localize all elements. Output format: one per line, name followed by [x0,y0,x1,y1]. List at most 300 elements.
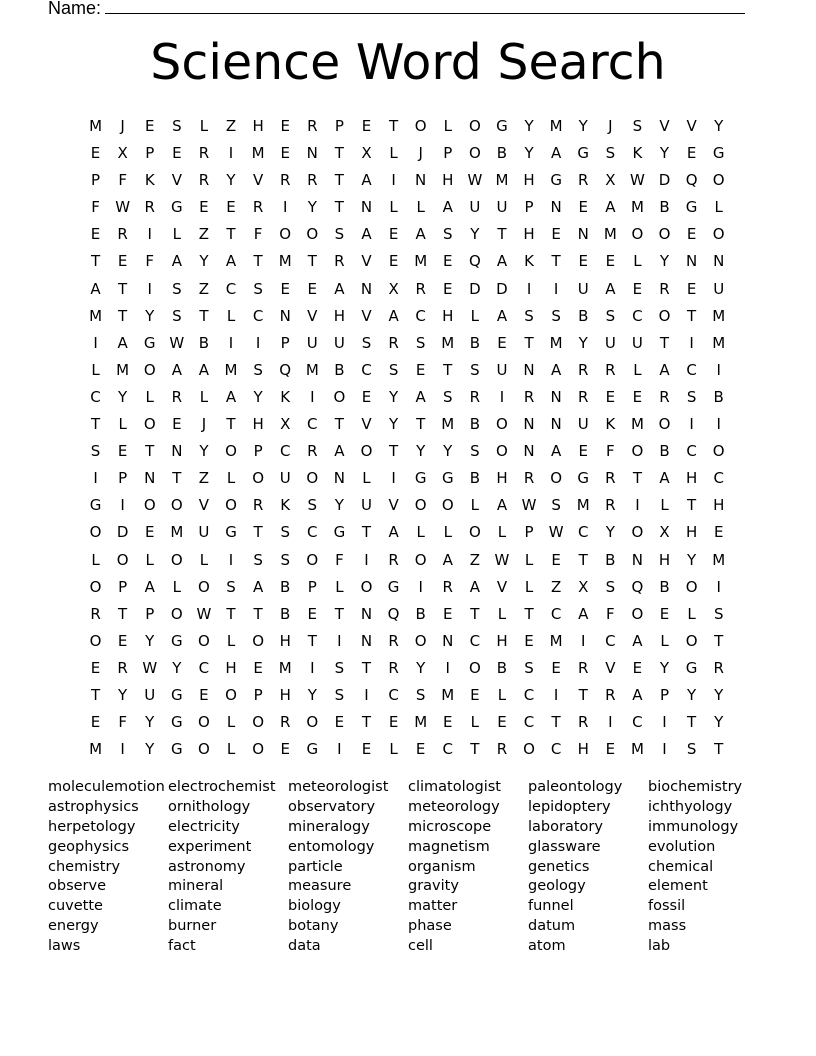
grid-letter[interactable]: G [225,523,237,542]
grid-letter[interactable]: B [605,550,616,569]
grid-letter[interactable]: L [660,496,669,515]
grid-letter[interactable]: G [685,198,698,217]
grid-letter[interactable]: S [280,523,290,542]
grid-letter[interactable]: A [496,496,508,515]
grid-letter[interactable]: O [198,740,210,759]
grid-letter[interactable]: S [605,577,616,596]
grid-letter[interactable]: E [253,658,263,677]
grid-letter[interactable]: E [307,604,318,623]
grid-letter[interactable]: M [549,117,563,135]
grid-letter[interactable]: S [443,387,453,406]
grid-letter[interactable]: R [307,117,318,135]
grid-letter[interactable]: A [252,577,264,596]
grid-letter[interactable]: R [605,360,616,379]
grid-letter[interactable]: Y [388,415,399,434]
grid-letter[interactable]: Q [387,604,400,623]
grid-letter[interactable]: N [550,415,562,434]
grid-letter[interactable]: L [443,523,452,542]
grid-letter[interactable]: U [198,523,210,542]
grid-letter[interactable]: O [414,631,427,650]
grid-letter[interactable]: Y [578,117,588,135]
grid-letter[interactable]: O [279,225,292,244]
grid-letter[interactable]: T [443,360,453,379]
grid-letter[interactable]: F [145,252,155,271]
grid-letter[interactable]: E [361,387,372,406]
grid-letter[interactable]: I [716,415,721,434]
grid-letter[interactable]: T [578,685,588,704]
grid-letter[interactable]: B [578,306,589,325]
grid-letter[interactable]: A [171,360,182,379]
grid-letter[interactable]: N [360,631,373,650]
grid-letter[interactable]: I [716,577,721,596]
grid-letter[interactable]: V [659,117,670,135]
grid-letter[interactable]: W [196,604,212,623]
grid-letter[interactable]: I [120,740,125,759]
grid-letter[interactable]: L [660,631,669,650]
grid-letter[interactable]: I [662,740,667,759]
grid-letter[interactable]: C [632,306,643,325]
grid-letter[interactable]: H [252,415,264,434]
grid-letter[interactable]: P [145,144,155,163]
grid-letter[interactable]: I [93,469,98,488]
grid-letter[interactable]: S [361,333,372,352]
grid-letter[interactable]: O [523,740,535,759]
grid-letter[interactable]: A [578,604,589,623]
grid-letter[interactable]: O [712,225,725,244]
grid-letter[interactable]: M [305,360,319,379]
grid-letter[interactable]: G [496,117,508,135]
grid-letter[interactable]: C [632,713,643,732]
grid-letter[interactable]: A [605,198,616,217]
grid-letter[interactable]: M [712,550,726,569]
grid-letter[interactable]: O [306,469,319,488]
grid-letter[interactable]: L [633,252,642,271]
grid-letter[interactable]: N [415,171,427,190]
grid-letter[interactable]: F [335,550,344,569]
grid-letter[interactable]: J [201,415,207,434]
grid-letter[interactable]: N [631,550,644,569]
grid-letter[interactable]: W [494,550,510,569]
grid-letter[interactable]: U [306,333,318,352]
grid-letter[interactable]: G [441,469,454,488]
grid-letter[interactable]: C [523,713,535,732]
grid-letter[interactable]: Y [578,333,588,352]
grid-letter[interactable]: I [337,740,342,759]
grid-letter[interactable]: O [306,225,319,244]
grid-letter[interactable]: A [496,252,508,271]
grid-letter[interactable]: L [687,604,696,623]
grid-letter[interactable]: U [577,415,589,434]
grid-letter[interactable]: C [550,604,562,623]
grid-letter[interactable]: H [496,631,508,650]
grid-letter[interactable]: H [333,306,346,325]
grid-letter[interactable]: C [307,415,318,434]
grid-letter[interactable]: U [604,333,616,352]
grid-letter[interactable]: T [253,523,263,542]
grid-letter[interactable]: T [145,442,155,461]
grid-letter[interactable]: E [686,144,697,163]
grid-letter[interactable]: L [335,577,344,596]
grid-letter[interactable]: O [496,415,508,434]
grid-letter[interactable]: T [470,604,480,623]
grid-letter[interactable]: N [523,442,535,461]
grid-letter[interactable]: A [90,279,101,298]
grid-letter[interactable]: H [496,469,508,488]
grid-letter[interactable]: X [388,279,399,298]
grid-letter[interactable]: L [524,577,534,596]
grid-letter[interactable]: L [145,550,154,569]
grid-letter[interactable]: B [713,387,724,406]
grid-letter[interactable]: L [226,631,236,650]
grid-letter[interactable]: S [632,117,643,135]
grid-letter[interactable]: O [631,225,644,244]
grid-letter[interactable]: D [469,279,481,298]
grid-letter[interactable]: J [120,117,125,135]
grid-letter[interactable]: Y [118,387,128,406]
grid-letter[interactable]: B [659,577,670,596]
grid-letter[interactable]: C [605,631,616,650]
grid-letter[interactable]: M [549,333,563,352]
grid-letter[interactable]: L [389,740,398,759]
grid-letter[interactable]: C [307,523,318,542]
grid-letter[interactable]: U [496,360,508,379]
grid-letter[interactable]: T [118,604,128,623]
grid-letter[interactable]: C [279,442,291,461]
grid-letter[interactable]: N [550,198,562,217]
grid-letter[interactable]: P [118,469,128,488]
grid-letter[interactable]: S [172,117,182,135]
grid-letter[interactable]: T [90,252,101,271]
grid-letter[interactable]: O [143,360,156,379]
grid-letter[interactable]: Y [226,171,236,190]
grid-letter[interactable]: R [523,469,535,488]
grid-letter[interactable]: L [226,306,236,325]
grid-letter[interactable]: Q [279,360,292,379]
grid-letter[interactable]: I [581,631,586,650]
grid-letter[interactable]: N [442,631,454,650]
grid-letter[interactable]: H [713,496,725,515]
grid-letter[interactable]: S [470,360,480,379]
grid-letter[interactable]: Z [551,577,562,596]
grid-letter[interactable]: V [171,171,182,190]
grid-letter[interactable]: I [689,333,694,352]
grid-letter[interactable]: Y [714,685,724,704]
grid-letter[interactable]: C [686,442,697,461]
grid-letter[interactable]: Y [199,252,209,271]
grid-letter[interactable]: F [91,198,100,217]
grid-letter[interactable]: E [117,442,128,461]
grid-letter[interactable]: O [631,604,644,623]
grid-letter[interactable]: A [415,387,426,406]
grid-letter[interactable]: U [631,333,643,352]
grid-letter[interactable]: M [630,415,644,434]
grid-letter[interactable]: T [307,252,317,271]
grid-letter[interactable]: E [659,604,670,623]
grid-letter[interactable]: O [414,550,427,569]
grid-letter[interactable]: U [279,469,291,488]
grid-letter[interactable]: E [334,713,345,732]
grid-letter[interactable]: O [89,523,102,542]
grid-letter[interactable]: A [659,469,670,488]
grid-letter[interactable]: T [334,171,344,190]
grid-letter[interactable]: L [443,117,452,135]
grid-letter[interactable]: T [118,279,128,298]
grid-letter[interactable]: S [172,279,182,298]
grid-letter[interactable]: I [228,333,234,352]
grid-letter[interactable]: H [523,171,535,190]
grid-letter[interactable]: U [333,333,345,352]
grid-letter[interactable]: F [253,225,263,244]
grid-letter[interactable]: H [279,685,291,704]
grid-letter[interactable]: Y [145,740,155,759]
grid-letter[interactable]: M [576,496,590,515]
grid-letter[interactable]: S [605,306,616,325]
grid-letter[interactable]: C [198,658,210,677]
grid-letter[interactable]: U [469,198,481,217]
grid-letter[interactable]: O [225,685,237,704]
grid-letter[interactable]: H [442,171,454,190]
grid-letter[interactable]: O [712,442,725,461]
grid-letter[interactable]: T [334,415,344,434]
grid-letter[interactable]: O [252,740,265,759]
grid-letter[interactable]: L [199,387,209,406]
grid-letter[interactable]: G [143,333,156,352]
grid-letter[interactable]: R [252,198,264,217]
grid-letter[interactable]: B [334,360,345,379]
grid-letter[interactable]: E [632,658,643,677]
grid-letter[interactable]: S [470,442,480,461]
grid-letter[interactable]: A [415,225,426,244]
grid-letter[interactable]: S [686,740,697,759]
grid-letter[interactable]: E [388,252,399,271]
grid-letter[interactable]: T [524,604,534,623]
grid-letter[interactable]: O [252,713,265,732]
grid-letter[interactable]: W [467,171,483,190]
grid-letter[interactable]: R [578,171,589,190]
grid-letter[interactable]: R [388,631,399,650]
grid-letter[interactable]: R [307,442,318,461]
grid-letter[interactable]: S [415,333,426,352]
grid-letter[interactable]: R [713,658,724,677]
grid-letter[interactable]: B [280,577,291,596]
grid-letter[interactable]: R [144,198,155,217]
grid-letter[interactable]: C [577,523,589,542]
grid-letter[interactable]: R [523,387,535,406]
grid-letter[interactable]: I [337,631,342,650]
grid-letter[interactable]: Y [145,713,155,732]
grid-letter[interactable]: E [415,360,426,379]
grid-letter[interactable]: G [577,144,590,163]
grid-letter[interactable]: X [659,523,670,542]
grid-letter[interactable]: H [577,740,589,759]
grid-letter[interactable]: S [713,604,724,623]
grid-letter[interactable]: R [578,658,589,677]
grid-letter[interactable]: E [226,198,236,217]
grid-letter[interactable]: Z [469,550,480,569]
grid-letter[interactable]: O [198,713,210,732]
grid-letter[interactable]: L [470,713,480,732]
grid-letter[interactable]: R [117,658,128,677]
grid-letter[interactable]: Z [225,117,237,135]
grid-letter[interactable]: T [172,469,182,488]
grid-letter[interactable]: O [468,658,481,677]
grid-letter[interactable]: O [143,496,156,515]
grid-letter[interactable]: V [198,496,210,515]
grid-letter[interactable]: Z [198,225,210,244]
grid-letter[interactable]: I [553,279,559,298]
grid-letter[interactable]: E [172,144,182,163]
grid-letter[interactable]: A [442,550,453,569]
grid-letter[interactable]: Y [118,685,128,704]
grid-letter[interactable]: V [361,306,372,325]
grid-letter[interactable]: E [388,225,399,244]
grid-letter[interactable]: I [553,685,559,704]
grid-letter[interactable]: A [496,306,508,325]
grid-letter[interactable]: N [144,469,156,488]
grid-letter[interactable]: M [414,252,428,271]
grid-letter[interactable]: T [714,631,724,650]
grid-letter[interactable]: S [307,496,318,515]
grid-letter[interactable]: E [144,523,155,542]
grid-letter[interactable]: V [605,658,616,677]
grid-letter[interactable]: O [496,442,508,461]
grid-letter[interactable]: G [171,685,183,704]
grid-letter[interactable]: T [524,333,534,352]
grid-letter[interactable]: T [90,415,101,434]
grid-letter[interactable]: T [334,144,344,163]
grid-letter[interactable]: Y [605,523,615,542]
grid-letter[interactable]: L [416,523,425,542]
grid-letter[interactable]: P [443,144,453,163]
grid-letter[interactable]: O [170,496,183,515]
grid-letter[interactable]: E [280,144,290,163]
grid-letter[interactable]: O [685,631,698,650]
grid-letter[interactable]: M [441,415,455,434]
grid-letter[interactable]: B [659,442,670,461]
grid-letter[interactable]: M [116,360,130,379]
grid-letter[interactable]: H [279,631,291,650]
grid-letter[interactable]: M [441,333,455,352]
grid-letter[interactable]: O [468,117,481,135]
grid-letter[interactable]: O [550,469,563,488]
grid-letter[interactable]: B [469,333,480,352]
grid-letter[interactable]: H [225,658,237,677]
grid-letter[interactable]: L [199,117,209,135]
grid-letter[interactable]: L [524,550,534,569]
grid-letter[interactable]: I [608,713,613,732]
grid-letter[interactable]: B [198,333,210,352]
grid-letter[interactable]: L [470,306,480,325]
grid-letter[interactable]: M [414,713,428,732]
grid-letter[interactable]: O [468,523,481,542]
grid-letter[interactable]: O [306,550,319,569]
grid-letter[interactable]: G [550,171,562,190]
grid-letter[interactable]: S [334,685,345,704]
grid-letter[interactable]: U [144,685,156,704]
grid-letter[interactable]: Y [145,631,155,650]
grid-letter[interactable]: D [658,171,671,190]
grid-letter[interactable]: B [469,469,480,488]
grid-letter[interactable]: G [89,496,102,515]
grid-letter[interactable]: E [361,117,372,135]
grid-letter[interactable]: T [632,469,642,488]
grid-letter[interactable]: V [361,252,372,271]
grid-letter[interactable]: Y [145,306,155,325]
grid-letter[interactable]: E [686,279,697,298]
grid-letter[interactable]: E [280,740,290,759]
grid-letter[interactable]: M [89,306,103,325]
grid-letter[interactable]: O [252,469,265,488]
grid-letter[interactable]: T [361,713,372,732]
grid-letter[interactable]: T [253,252,263,271]
grid-letter[interactable]: C [388,685,399,704]
grid-letter[interactable]: V [361,415,372,434]
grid-letter[interactable]: I [120,496,125,515]
grid-letter[interactable]: K [144,171,155,190]
grid-letter[interactable]: R [279,171,291,190]
grid-letter[interactable]: B [496,658,508,677]
grid-letter[interactable]: M [89,740,103,759]
grid-letter[interactable]: Y [470,225,480,244]
grid-letter[interactable]: Y [659,144,670,163]
grid-letter[interactable]: V [686,117,697,135]
grid-letter[interactable]: M [603,225,617,244]
grid-letter[interactable]: L [118,415,127,434]
grid-letter[interactable]: H [658,550,671,569]
grid-letter[interactable]: M [630,740,644,759]
grid-letter[interactable]: X [605,171,616,190]
grid-letter[interactable]: I [635,496,640,515]
grid-letter[interactable]: Z [198,469,210,488]
grid-letter[interactable]: P [280,333,290,352]
grid-letter[interactable]: M [224,360,238,379]
grid-letter[interactable]: A [388,523,399,542]
grid-letter[interactable]: O [198,631,210,650]
grid-letter[interactable]: Y [659,658,670,677]
grid-letter[interactable]: M [712,333,726,352]
grid-letter[interactable]: Y [687,550,697,569]
grid-letter[interactable]: P [91,171,101,190]
grid-letter[interactable]: Y [714,713,724,732]
grid-letter[interactable]: E [117,631,128,650]
grid-letter[interactable]: T [388,442,399,461]
grid-letter[interactable]: S [605,144,616,163]
grid-letter[interactable]: L [172,225,181,244]
grid-letter[interactable]: E [415,740,426,759]
grid-letter[interactable]: B [280,604,291,623]
grid-letter[interactable]: T [714,740,724,759]
grid-letter[interactable]: N [523,360,535,379]
grid-letter[interactable]: I [364,550,369,569]
grid-letter[interactable]: O [252,631,265,650]
grid-letter[interactable]: L [389,144,398,163]
grid-letter[interactable]: E [90,713,101,732]
grid-letter[interactable]: T [687,306,697,325]
grid-letter[interactable]: T [659,333,670,352]
grid-letter[interactable]: S [388,360,399,379]
grid-letter[interactable]: I [418,577,423,596]
grid-letter[interactable]: O [414,496,427,515]
grid-letter[interactable]: E [443,604,453,623]
grid-letter[interactable]: W [142,658,158,677]
grid-letter[interactable]: E [443,279,453,298]
grid-letter[interactable]: M [441,685,455,704]
grid-letter[interactable]: O [360,442,373,461]
grid-letter[interactable]: O [225,496,237,515]
grid-letter[interactable]: E [578,198,588,217]
grid-letter[interactable]: O [414,117,427,135]
grid-letter[interactable]: T [118,306,128,325]
